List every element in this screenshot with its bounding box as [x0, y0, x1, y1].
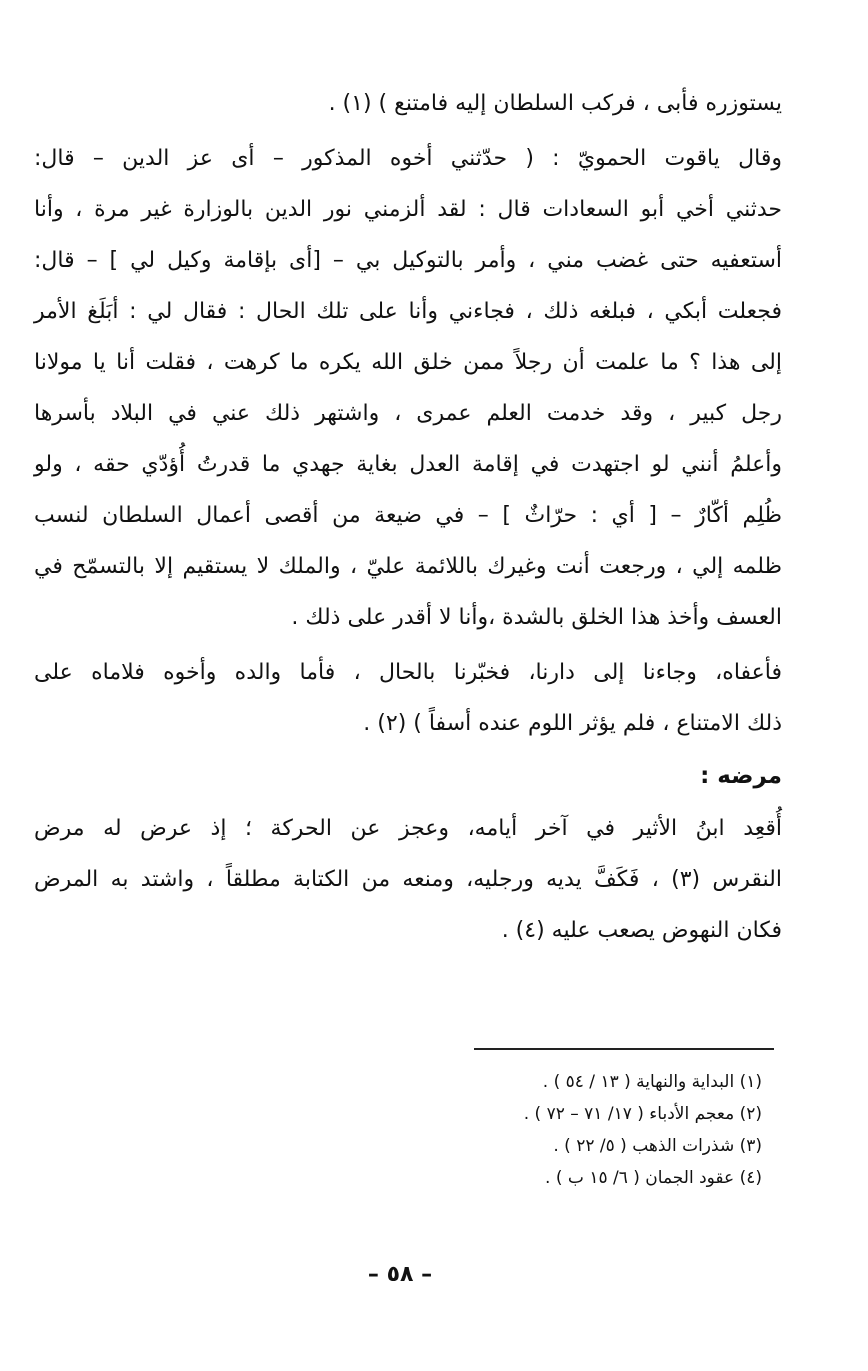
paragraph-3 — [34, 647, 782, 749]
text-line: فأعفاه، وجاءنا إلى دارنا، فخبّرنا بالحال ، فأما والده وأخوه فلاماه على — [34, 660, 782, 685]
page-number: – ٥٨ – — [367, 1262, 433, 1287]
text-line: يستوزره فأبى ، فركب السلطان إليه فامتنع ) (١) . — [328, 91, 782, 116]
text-line: ظلمه إلي ، ورجعت أنت وغيرك باللائمة عليّ ، والملك لا يستقيم إلا بالتسمّح في — [34, 554, 782, 579]
footnote-item: (١) البداية والنهاية ( ١٣ / ٥٤ ) . — [542, 1072, 762, 1092]
text-line: أُقعِد ابنُ الأثير في آخر أيامه، وعجز عن الحركة ؛ إذ عرض له مرض — [34, 816, 782, 841]
footnote-divider — [474, 1048, 774, 1050]
footnote-item: (٤) عقود الجمان ( ٦/ ١٥ ب ) . — [545, 1168, 762, 1188]
text-line: ذلك الامتناع ، فلم يؤثر اللوم عنده أسفاً ) (٢) . — [363, 711, 782, 736]
text-line: أستعفيه حتى غضب مني ، وأمر بالتوكيل بي – [أى بإقامة وكيل لي ] – قال: — [34, 248, 782, 273]
text-line: حدثني أخي أبو السعادات قال : لقد ألزمني نور الدين بالوزارة غير مرة ، وأنا — [34, 197, 782, 222]
text-line: فجعلت أبكي ، فبلغه ذلك ، فجاءني وأنا على تلك الحال : فقال لي : أبَلَغ الأمر — [34, 299, 782, 324]
footnote-list — [474, 1066, 774, 1194]
section-heading: مرضه : — [700, 763, 782, 789]
footnotes — [474, 1048, 774, 1194]
paragraph-2 — [34, 133, 782, 643]
paragraph-1 — [34, 78, 782, 129]
text-line: النقرس (٣) ، فَكَفَّ يديه ورجليه، ومنعه من الكتابة مطلقاً ، واشتد به المرض — [34, 867, 783, 892]
text-line: إلى هذا ؟ ما علمت أن رجلاً ممن خلق الله يكره ما كرهت ، فقلت أنا يا مولانا — [34, 350, 782, 375]
footnote-item: (٢) معجم الأدباء ( ١٧/ ٧١ – ٧٢ ) . — [523, 1104, 762, 1124]
text-line: وأعلمُ أنني لو اجتهدت في إقامة العدل بغاية جهدي ما قدرتُ أُؤدّي حقه ، ولو — [34, 452, 782, 477]
footnote-item: (٣) شذرات الذهب ( ٥/ ٢٢ ) . — [553, 1136, 762, 1156]
text-line: وقال ياقوت الحمويّ : ( حدّثني أخوه المذكور – أى عز الدين – قال: — [34, 146, 782, 171]
text-line: فكان النهوض يصعب عليه (٤) . — [501, 918, 782, 943]
text-line: العسف وأخذ هذا الخلق بالشدة ،وأنا لا أقدر على ذلك . — [291, 605, 782, 630]
text-line: ظُلِم أكّارٌ – [ أي : حرّاثٌ ] – في ضيعة من أقصى أعمال السلطان لنسب — [34, 503, 782, 528]
section-paragraph — [34, 803, 782, 956]
text-line: رجل كبير ، وقد خدمت العلم عمرى ، واشتهر ذلك عني في البلاد بأسرها — [34, 401, 782, 426]
page-body — [34, 78, 782, 956]
